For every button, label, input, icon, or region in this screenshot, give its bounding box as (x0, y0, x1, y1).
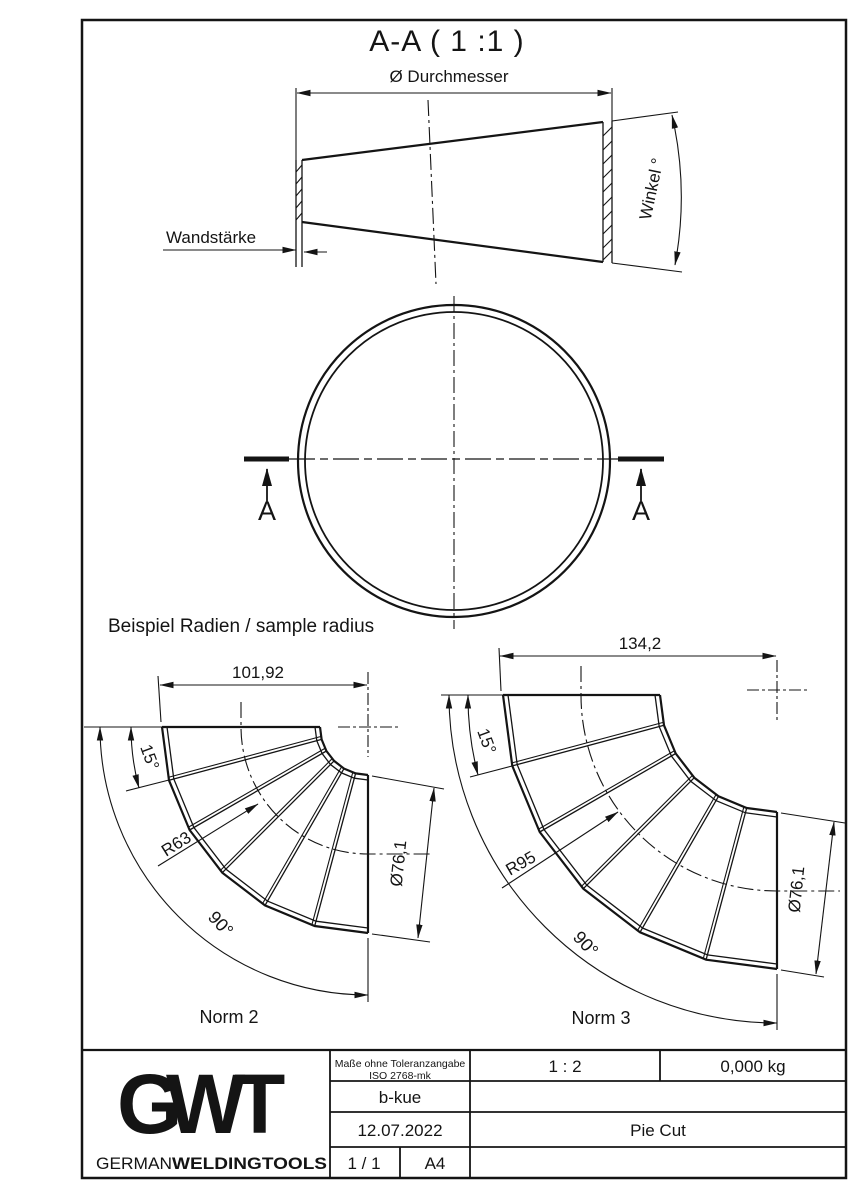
weight-field: 0,000 kg (720, 1057, 786, 1076)
date-field: 12.07.2022 (357, 1121, 443, 1140)
norm2-segment-angle-value: 15° (136, 741, 163, 773)
norm3-diameter-dimension (816, 822, 834, 974)
cone-wall-label: Wandstärke (166, 228, 257, 247)
norm3-radius-leader (502, 812, 618, 888)
norm2-radius-value: R63 (158, 827, 195, 861)
norm2-segment-angle-arc (131, 727, 139, 788)
norm3-diameter-value: Ø76,1 (784, 865, 809, 914)
section-view-aa (163, 25, 682, 284)
part-title-field: Pie Cut (630, 1121, 686, 1140)
section-letter-left: A (257, 496, 277, 526)
brand-name-light: GERMAN (96, 1154, 172, 1173)
norm3-bend-centerline (581, 666, 840, 891)
norm3-segment-angle-value: 15° (473, 725, 500, 757)
logo-letter-g: G (117, 1057, 183, 1151)
scale-field: 1 : 2 (548, 1057, 582, 1076)
cone-diameter-label: Ø Durchmesser (389, 67, 509, 86)
front-view (244, 296, 664, 629)
norm3-radius-value: R95 (502, 847, 540, 880)
norm2-bend-angle-value: 90° (204, 907, 238, 941)
sheet-field: 1 / 1 (347, 1154, 381, 1173)
norm2-width-value: 101,92 (232, 663, 284, 682)
norm2-diameter-value: Ø76,1 (386, 839, 411, 888)
norm2-diameter-dimension (418, 788, 434, 938)
section-letter-right: A (631, 496, 651, 526)
norm2-view (84, 663, 444, 1027)
cone-centerline (428, 100, 436, 284)
company-logo (96, 1057, 327, 1173)
format-field: A4 (424, 1154, 446, 1173)
norm3-label: Norm 3 (571, 1008, 631, 1028)
angle-dimension-arc (672, 115, 681, 265)
cone-angle-label: Winkel ° (635, 156, 668, 222)
angle-extension-bottom (612, 263, 682, 272)
cone-outline (296, 121, 612, 267)
tolerance-note-line2: ISO 2768-mk (369, 1070, 431, 1082)
logo-letter-w: W (166, 1057, 246, 1151)
creator-field: b-kue (378, 1088, 422, 1107)
cone-wall-hatching (296, 127, 612, 260)
sample-radius-heading: Beispiel Radien / sample radius (108, 616, 375, 637)
logo-letter-t: T (234, 1057, 286, 1151)
title-block (82, 1050, 846, 1178)
norm3-width-value: 134,2 (618, 634, 662, 653)
sheet-frame (82, 20, 846, 1178)
norm3-bend-angle-value: 90° (569, 927, 603, 961)
norm3-view (441, 634, 845, 1030)
brand-name-bold: WELDINGTOOLS (172, 1154, 327, 1173)
norm2-label: Norm 2 (199, 1007, 259, 1027)
angle-extension-top (612, 112, 678, 121)
tolerance-note-line1: Maße ohne Toleranzangabe (334, 1058, 466, 1070)
section-view-title: A-A ( 1 :1 ) (369, 25, 525, 58)
